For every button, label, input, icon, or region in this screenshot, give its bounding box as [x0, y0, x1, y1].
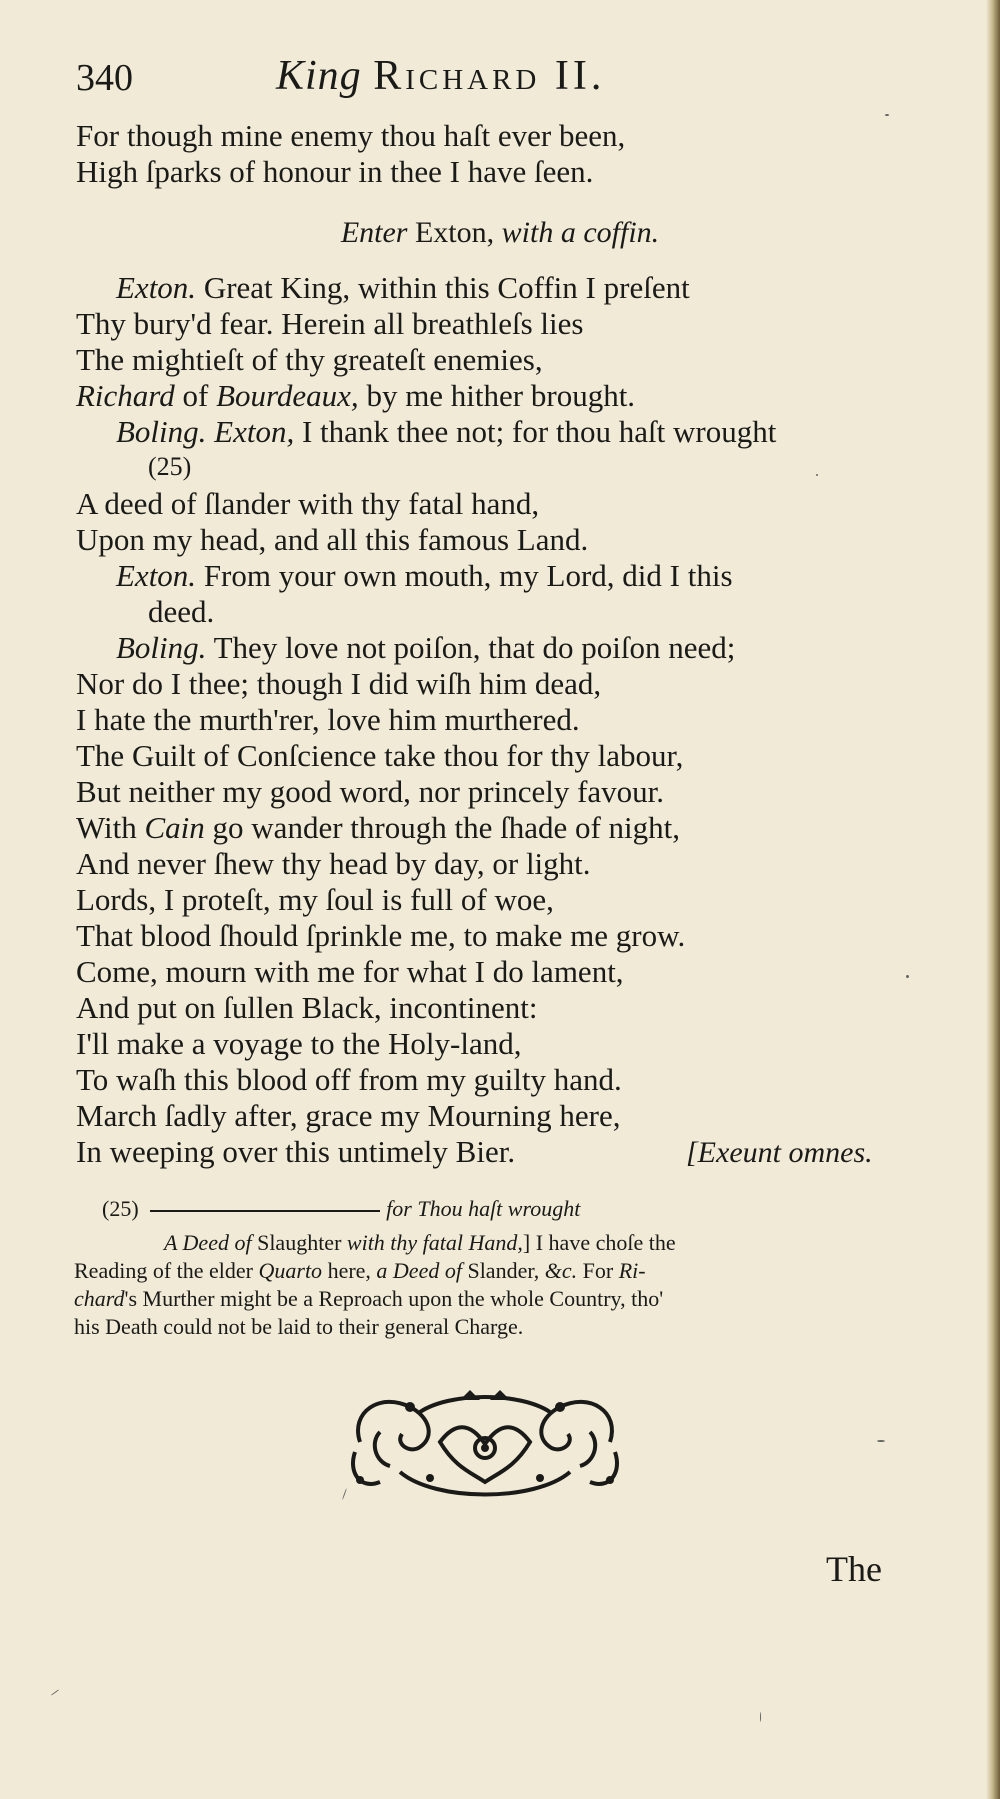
- footnote-line: [74, 1258, 646, 1284]
- verse-line: Come, mourn with me for what I do lament,: [76, 954, 624, 989]
- verse-line: In weeping over this untimely Bier.: [76, 1134, 516, 1169]
- footnote-word: Slaughter: [257, 1230, 342, 1255]
- speech-boling-2: [116, 630, 735, 666]
- paper-speck: [816, 474, 818, 476]
- speech-text: From your own mouth, my Lord, did I this: [203, 558, 733, 593]
- stage-direction-enter: [0, 216, 1000, 250]
- footnote-text: Reading of the elder: [74, 1258, 253, 1283]
- speech-text: Great King, within this Coffin I preſent: [203, 270, 690, 305]
- footnote-quarto: Quarto: [258, 1258, 323, 1283]
- footnote-richard: Ri-: [618, 1258, 646, 1283]
- paper-speck: [51, 1689, 60, 1696]
- verse-line: High ſparks of honour in thee I have ſeen.: [76, 154, 594, 189]
- footnote-text: Slander,: [467, 1258, 540, 1283]
- verse-line: To waſh this blood off from my guilty hand.: [76, 1062, 622, 1097]
- running-header: [76, 52, 776, 112]
- footnote-reference: (25): [148, 452, 192, 481]
- speaker-exton: Exton.: [116, 270, 197, 305]
- verse-line: [76, 378, 635, 414]
- enter-rest: with a coffin.: [501, 216, 660, 249]
- footnote-richard: chard: [74, 1286, 125, 1311]
- page-number: 340: [76, 57, 133, 99]
- page-edge: [986, 0, 1000, 1799]
- speech-exton-2: [116, 558, 733, 594]
- footnote-quote: with thy fatal Hand,: [346, 1230, 523, 1255]
- footnote-text: ] I have choſe the: [522, 1230, 676, 1255]
- verse-line: Upon my head, and all this famous Land.: [76, 522, 589, 557]
- speaker-boling: Boling.: [116, 630, 207, 665]
- word-of: of: [182, 378, 209, 413]
- paper-speck: [760, 1712, 761, 1722]
- speaker-exton: Exton.: [116, 558, 197, 593]
- catchword: The: [826, 1549, 882, 1589]
- stage-direction-exeunt: [Exeunt omnes.: [686, 1136, 873, 1169]
- footnote-text: For: [582, 1258, 614, 1283]
- verse-line: Thy bury'd fear. Herein all breathleſs lies: [76, 306, 584, 341]
- verse-line: The mightieſt of thy greateſt enemies,: [76, 342, 543, 377]
- footnote-text: here,: [327, 1258, 371, 1283]
- enter-word: Enter: [340, 216, 408, 249]
- verse-rest: by me hither brought.: [366, 378, 636, 413]
- footnote-line: [74, 1286, 663, 1312]
- paper-speck: [906, 975, 909, 978]
- verse-line: The Guilt of Conſcience take thou for thy labour,: [76, 738, 684, 773]
- footnote-line: [164, 1230, 676, 1256]
- verse-line: That blood ſhould ſprinkle me, to make me grow.: [76, 918, 686, 953]
- enter-name: Exton,: [414, 216, 495, 249]
- verse-line: Nor do I thee; though I did wiſh him dead,: [76, 666, 602, 701]
- verse-line: But neither my good word, nor princely favour.: [76, 774, 665, 809]
- bourdeaux-place: Bourdeaux,: [216, 378, 359, 413]
- verse-line: deed.: [148, 594, 215, 629]
- speech-text: They love not poiſon, that do poiſon need;: [213, 630, 736, 665]
- verse-line: March ſadly after, grace my Mourning here,: [76, 1098, 621, 1133]
- cain-name: Cain: [144, 810, 205, 845]
- footnote-quote: A Deed of: [164, 1230, 252, 1255]
- speech-text: I thank thee not; for thou haſt wrought: [301, 414, 777, 449]
- running-title: [276, 52, 605, 100]
- speaker-boling: Boling.: [116, 414, 207, 449]
- exton-name: Exton,: [214, 414, 295, 449]
- verse-line: Lords, I proteſt, my ſoul is full of woe,: [76, 882, 554, 917]
- richard-name: Richard: [76, 378, 175, 413]
- paper-speck: [877, 1440, 885, 1442]
- running-title-richard: Richard II.: [373, 53, 606, 99]
- verse-line: I hate the murth'rer, love him murthered.: [76, 702, 580, 737]
- footnote-lemma-line: [102, 1196, 580, 1222]
- footnote-line: his Death could not be laid to their general Charge.: [74, 1314, 524, 1339]
- word-with: With: [76, 810, 137, 845]
- speech-exton-1: [116, 270, 690, 306]
- printers-ornament-icon: [340, 1382, 630, 1506]
- footnote-quote: a Deed of: [376, 1258, 462, 1283]
- footnote-etc: &c.: [544, 1258, 578, 1283]
- paper-speck: [885, 114, 889, 116]
- footnote-number: (25): [102, 1196, 139, 1221]
- footnote-rule: [150, 1210, 380, 1212]
- verse-line: And put on ſullen Black, incontinent:: [76, 990, 538, 1025]
- speech-boling-1: [116, 414, 776, 450]
- verse-line: And never ſhew thy head by day, or light.: [76, 846, 591, 881]
- footnote-lemma: for Thou haſt wrought: [386, 1196, 581, 1221]
- running-title-king: King: [276, 53, 362, 99]
- footnote-text: 's Murther might be a Reproach upon the whole Country, tho': [124, 1286, 664, 1311]
- verse-line: For though mine enemy thou haſt ever been,: [76, 118, 626, 153]
- verse-rest: go wander through the ſhade of night,: [212, 810, 681, 845]
- verse-line: A deed of ſlander with thy fatal hand,: [76, 486, 540, 521]
- verse-line: [76, 810, 680, 846]
- verse-line: I'll make a voyage to the Holy-land,: [76, 1026, 522, 1061]
